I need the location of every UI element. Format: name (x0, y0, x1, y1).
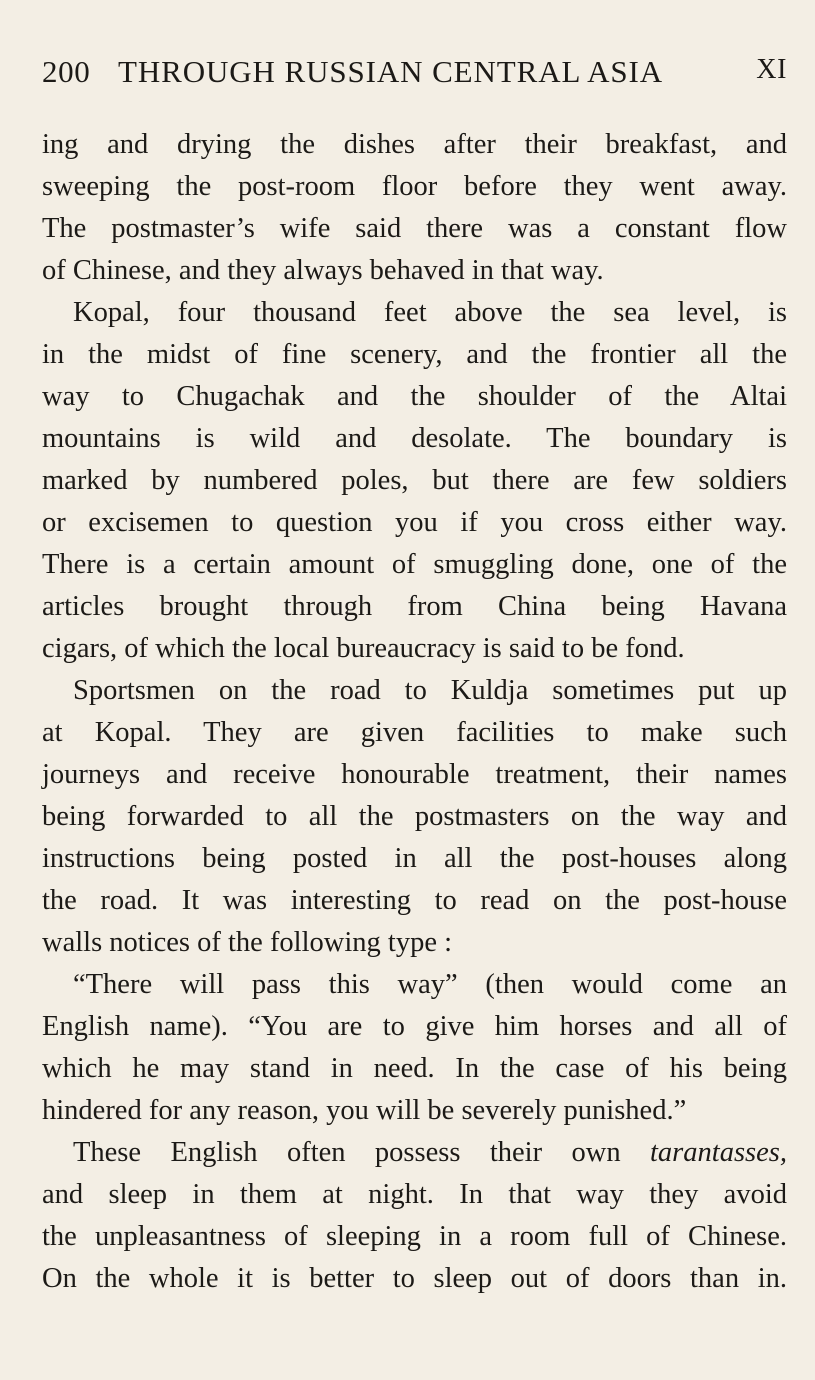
text-line (42, 922, 787, 964)
text-line (42, 376, 787, 418)
text-line (42, 1048, 787, 1090)
text-line-content: way to Chugachak and the shoulder of the Altai (42, 381, 787, 412)
text-line-content: mountains is wild and desolate. The boundary is (42, 423, 787, 454)
italic-word: tarantasses, (650, 1137, 787, 1168)
text-line (42, 880, 787, 922)
text-line (42, 1132, 787, 1174)
text-line-content: instructions being posted in all the post-houses along (42, 843, 787, 874)
text-line-content: These English often possess their own (73, 1137, 651, 1168)
text-line (42, 1006, 787, 1048)
text-line-content: “There will pass this way” (then would come an (73, 969, 787, 1000)
text-line (42, 334, 787, 376)
page-number: 200 (42, 54, 91, 89)
running-head (42, 54, 787, 98)
text-line (42, 418, 787, 460)
text-line-content: in the midst of fine scenery, and the frontier all the (42, 339, 787, 370)
book-title: THROUGH RUSSIAN CENTRAL ASIA (118, 54, 664, 89)
text-line (42, 250, 787, 292)
text-line-content: Sportsmen on the road to Kuldja sometimes put up (73, 675, 787, 706)
text-line-content: journeys and receive honourable treatment, their names (42, 759, 787, 790)
text-line-content: The postmaster’s wife said there was a constant flow (42, 213, 787, 244)
text-line (42, 292, 787, 334)
text-line-content: or excisemen to question you if you cross either way. (42, 507, 787, 538)
text-line (42, 964, 787, 1006)
text-line-content: sweeping the post-room floor before they went away. (42, 171, 787, 202)
text-line (42, 1216, 787, 1258)
text-line-content: the unpleasantness of sleeping in a room full of Chinese. (42, 1221, 787, 1252)
text-line (42, 628, 787, 670)
text-line-content: Kopal, four thousand feet above the sea level, is (73, 297, 787, 328)
text-line-content: and sleep in them at night. In that way they avoid (42, 1179, 787, 1210)
text-line (42, 838, 787, 880)
text-line-content: articles brought through from China being Havana (42, 591, 787, 622)
chapter-number: XI (756, 54, 787, 85)
text-line (42, 460, 787, 502)
text-line-content: the road. It was interesting to read on the post-house (42, 885, 787, 916)
text-line-content: There is a certain amount of smuggling done, one of the (42, 549, 787, 580)
body-text (42, 124, 787, 1300)
text-line (42, 670, 787, 712)
text-line (42, 712, 787, 754)
text-line-content: cigars, of which the local bureaucracy is said to be fond. (42, 633, 685, 664)
text-line (42, 796, 787, 838)
text-line (42, 586, 787, 628)
text-line (42, 1174, 787, 1216)
text-line (42, 124, 787, 166)
text-line-content: which he may stand in need. In the case of his being (42, 1053, 787, 1084)
text-line (42, 208, 787, 250)
text-line-content: ing and drying the dishes after their breakfast, and (42, 129, 787, 160)
text-line (42, 166, 787, 208)
text-line-content: walls notices of the following type : (42, 927, 453, 958)
text-line-content: being forwarded to all the postmasters on the way and (42, 801, 787, 832)
text-line (42, 754, 787, 796)
text-line (42, 544, 787, 586)
text-line-content: hindered for any reason, you will be severely punished.” (42, 1095, 687, 1126)
text-line-content: at Kopal. They are given facilities to make such (42, 717, 787, 748)
text-line-content: of Chinese, and they always behaved in that way. (42, 255, 604, 286)
text-line-content: On the whole it is better to sleep out of doors than in. (42, 1263, 787, 1294)
text-line-content: English name). “You are to give him horses and all of (42, 1011, 787, 1042)
text-line (42, 1090, 787, 1132)
text-line-content: marked by numbered poles, but there are few soldiers (42, 465, 787, 496)
text-line (42, 1258, 787, 1300)
text-line (42, 502, 787, 544)
